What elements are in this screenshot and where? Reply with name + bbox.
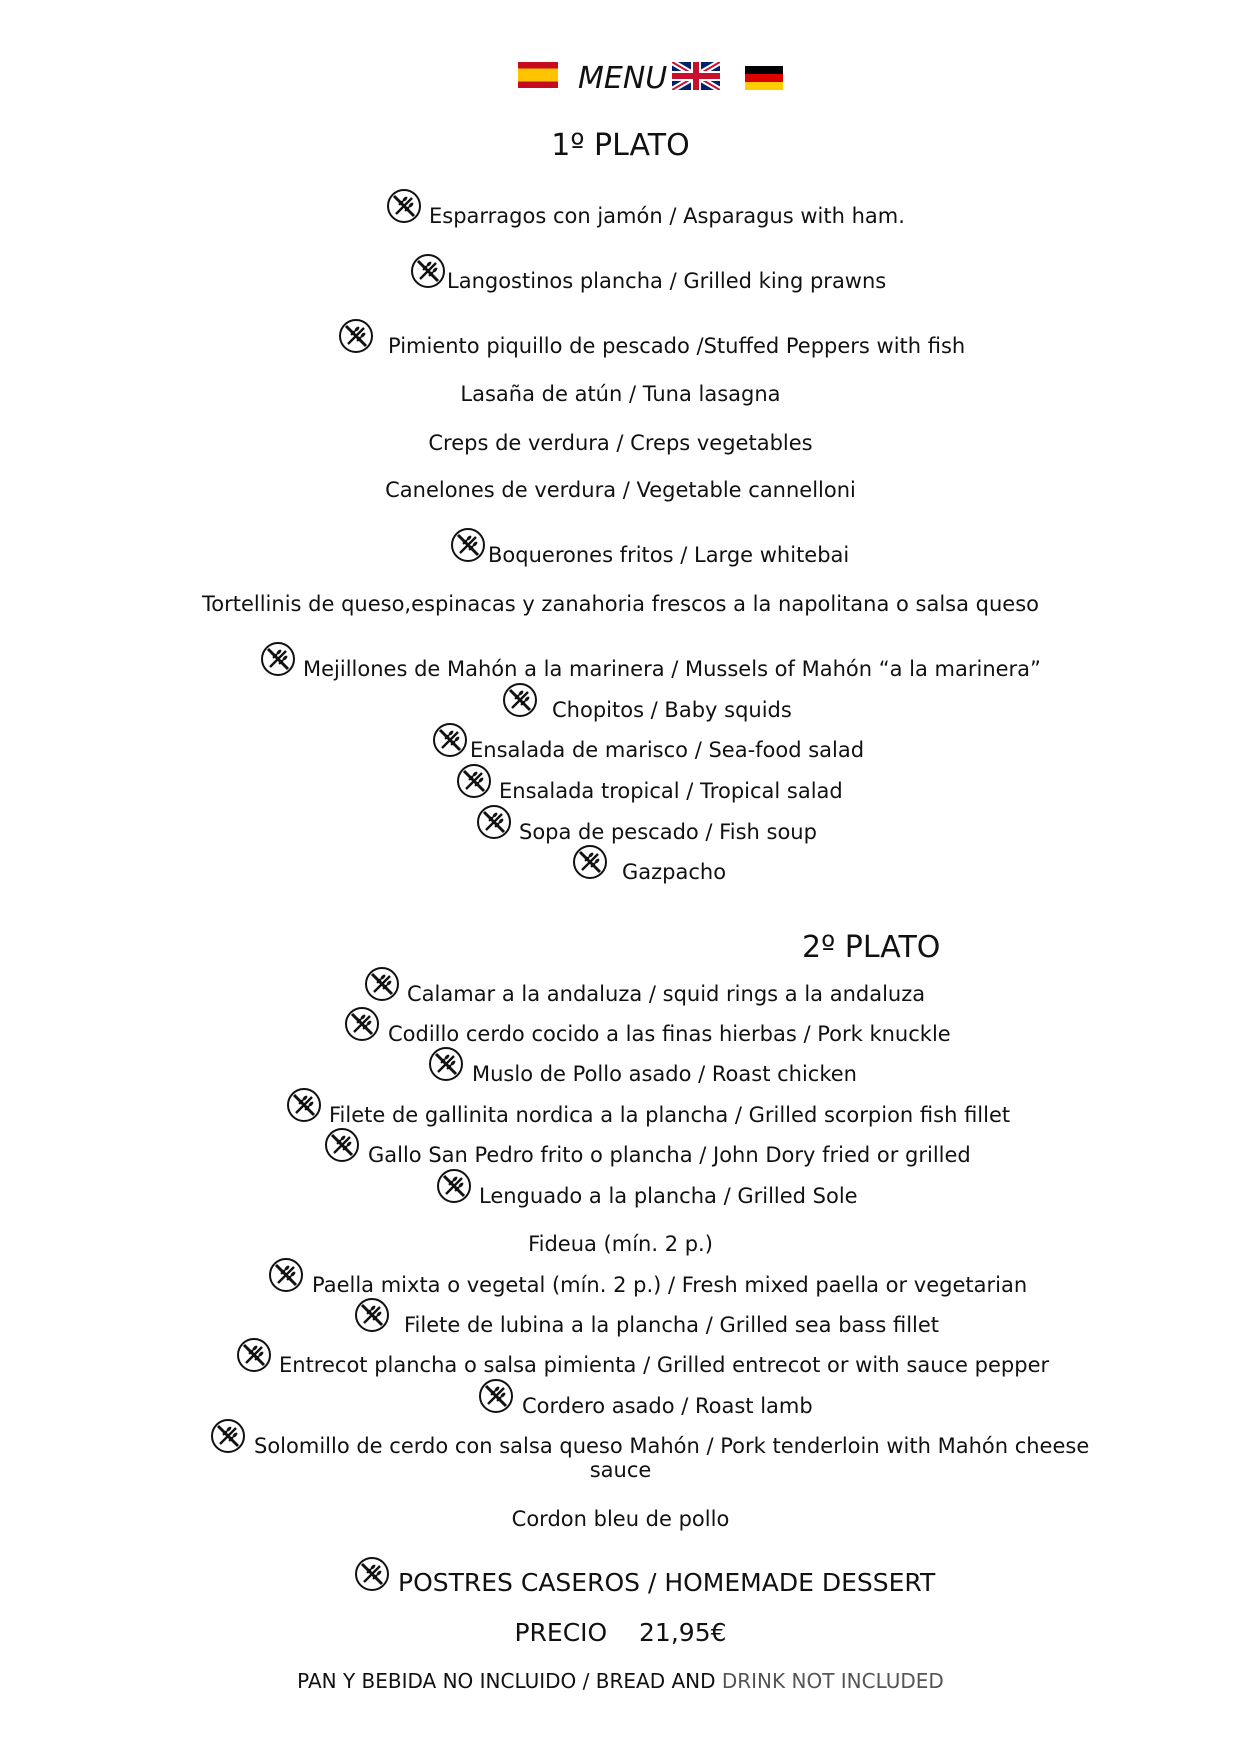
gluten-free-icon [338, 318, 374, 354]
menu-item: Tortellinis de queso,espinacas y zanahoria frescos a la napolitana o salsa queso [201, 592, 1040, 616]
menu-item: Calamar a la andaluza / squid rings a la andaluza [407, 982, 926, 1006]
menu-item: Codillo cerdo cocido a las finas hierbas / Pork knuckle [388, 1022, 951, 1046]
uk-flag-icon [672, 62, 720, 90]
gluten-free-icon [476, 804, 512, 840]
gluten-free-icon [386, 188, 422, 224]
gluten-free-icon [478, 1378, 514, 1414]
gluten-free-icon [324, 1127, 360, 1163]
gluten-free-icon [260, 641, 296, 677]
menu-item: Langostinos plancha / Grilled king prawns [447, 269, 887, 293]
gluten-free-icon [428, 1046, 464, 1082]
menu-item: Cordon bleu de pollo [511, 1507, 730, 1531]
gluten-free-icon [354, 1556, 390, 1592]
first-course-title: 1º PLATO [551, 128, 690, 163]
menu-item: Gallo San Pedro frito o plancha / John Dory fried or grilled [368, 1143, 971, 1167]
gluten-free-icon [364, 966, 400, 1002]
footer-note [0, 1668, 1241, 1694]
menu-item: Muslo de Pollo asado / Roast chicken [472, 1062, 857, 1086]
gluten-free-icon [236, 1337, 272, 1373]
menu-item: Mejillones de Mahón a la marinera / Mussels of Mahón “a la marinera” [303, 657, 1041, 681]
price-label: PRECIO [514, 1618, 608, 1647]
gluten-free-icon [456, 763, 492, 799]
menu-item: Fideua (mín. 2 p.) [528, 1232, 713, 1256]
menu-item: Pimiento piquillo de pescado /Stuffed Peppers with fish [388, 334, 966, 358]
menu-title: MENU [578, 61, 668, 96]
gluten-free-icon [572, 844, 608, 880]
gluten-free-icon [432, 722, 468, 758]
price-line [0, 1618, 1241, 1648]
menu-item: Gazpacho [622, 860, 727, 884]
gluten-free-icon [354, 1297, 390, 1333]
price-value: 21,95€ [639, 1618, 727, 1647]
gluten-free-icon [410, 253, 446, 289]
gluten-free-icon [450, 527, 486, 563]
menu-item: Ensalada de marisco / Sea-food salad [470, 738, 865, 762]
gluten-free-icon [268, 1257, 304, 1293]
spain-flag-icon [518, 62, 558, 88]
gluten-free-icon [210, 1418, 246, 1454]
menu-item: Creps de verdura / Creps vegetables [428, 431, 813, 455]
menu-item: Filete de lubina a la plancha / Grilled sea bass fillet [404, 1313, 940, 1337]
footer-note-part2: DRINK NOT INCLUDED [715, 1669, 944, 1693]
menu-item: Lenguado a la plancha / Grilled Sole [479, 1184, 858, 1208]
menu-item: Filete de gallinita nordica a la plancha / Grilled scorpion fish fillet [329, 1103, 1011, 1127]
menu-item: Paella mixta o vegetal (mín. 2 p.) / Fresh mixed paella or vegetarian [312, 1273, 1028, 1297]
menu-item: Solomillo de cerdo con salsa queso Mahón / Pork tenderloin with Mahón cheese [254, 1434, 1090, 1458]
menu-item: Canelones de verdura / Vegetable cannelloni [385, 478, 856, 502]
menu-item: Lasaña de atún / Tuna lasagna [460, 382, 781, 406]
second-course-title: 2º PLATO [802, 930, 941, 965]
dessert-line: POSTRES CASEROS / HOMEMADE DESSERT [398, 1568, 936, 1597]
menu-item: Esparragos con jamón / Asparagus with ham. [429, 204, 905, 228]
menu-item: Cordero asado / Roast lamb [522, 1394, 813, 1418]
menu-item-continuation: sauce [589, 1458, 652, 1482]
menu-item: Boquerones fritos / Large whitebai [488, 543, 850, 567]
gluten-free-icon [344, 1006, 380, 1042]
gluten-free-icon [286, 1087, 322, 1123]
menu-item: Entrecot plancha o salsa pimienta / Grilled entrecot or with sauce pepper [279, 1353, 1050, 1377]
germany-flag-icon [745, 66, 783, 90]
menu-item: Chopitos / Baby squids [552, 698, 792, 722]
menu-item: Sopa de pescado / Fish soup [519, 820, 817, 844]
gluten-free-icon [436, 1168, 472, 1204]
gluten-free-icon [502, 682, 538, 718]
footer-note-part1: PAN Y BEBIDA NO INCLUIDO / BREAD AND [297, 1669, 716, 1693]
menu-item: Ensalada tropical / Tropical salad [499, 779, 843, 803]
